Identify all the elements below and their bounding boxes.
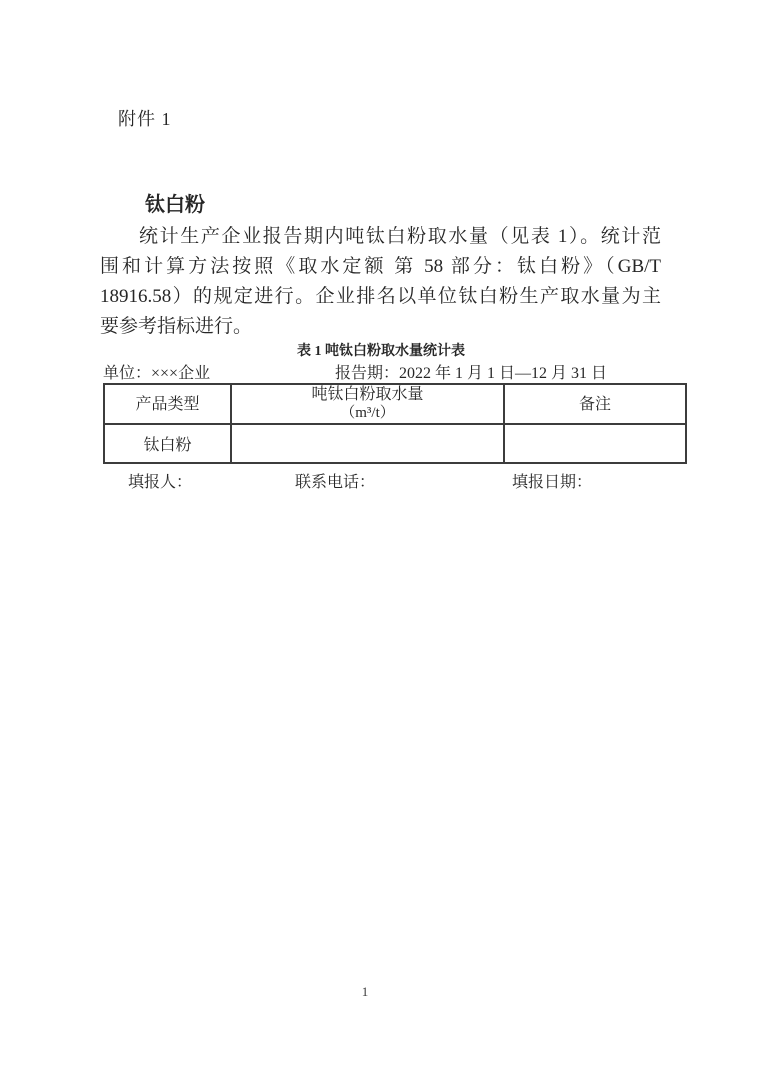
table-caption: 表 1 吨钛白粉取水量统计表 [297,344,465,359]
table-meta-row [0,360,760,382]
body-line: 统计生产企业报告期内吨钛白粉取水量（见表 1）。统计范 [139,226,661,247]
body-line: 18916.58）的规定进行。企业排名以单位钛白粉生产取水量为主 [100,286,661,307]
header-water-intake-unit: （m³/t） [340,405,395,421]
phone-label: 联系电话： [295,474,376,491]
unit-label: 单位： [103,365,152,382]
body-line: 要参考指标进行。 [100,316,253,337]
table-header-row [104,384,686,424]
water-intake-table [103,383,687,464]
cell-product-type: 钛白粉 [104,424,231,463]
cell-notes [504,424,686,463]
section-heading: 钛白粉 [145,194,205,216]
body-paragraph [100,222,661,342]
table-row [104,424,686,463]
report-period: 报告期：2022 年 1 月 1 日—12 月 31 日 [335,365,608,382]
unit-value-underlined: ×××企业 [151,360,280,385]
cell-water-intake [231,424,504,463]
signature-row [0,469,760,489]
header-notes: 备注 [504,384,686,424]
header-product-type: 产品类型 [104,384,231,424]
header-water-intake-title: 吨钛白粉取水量 [311,386,424,403]
header-water-intake [231,384,504,424]
attachment-label: 附件 1 [118,109,172,129]
filler-label: 填报人： [128,474,193,491]
page-number: 1 [361,984,369,999]
date-label: 填报日期： [512,474,593,491]
body-line: 围和计算方法按照《取水定额 第 58 部分：钛白粉》（GB/T [100,256,661,277]
